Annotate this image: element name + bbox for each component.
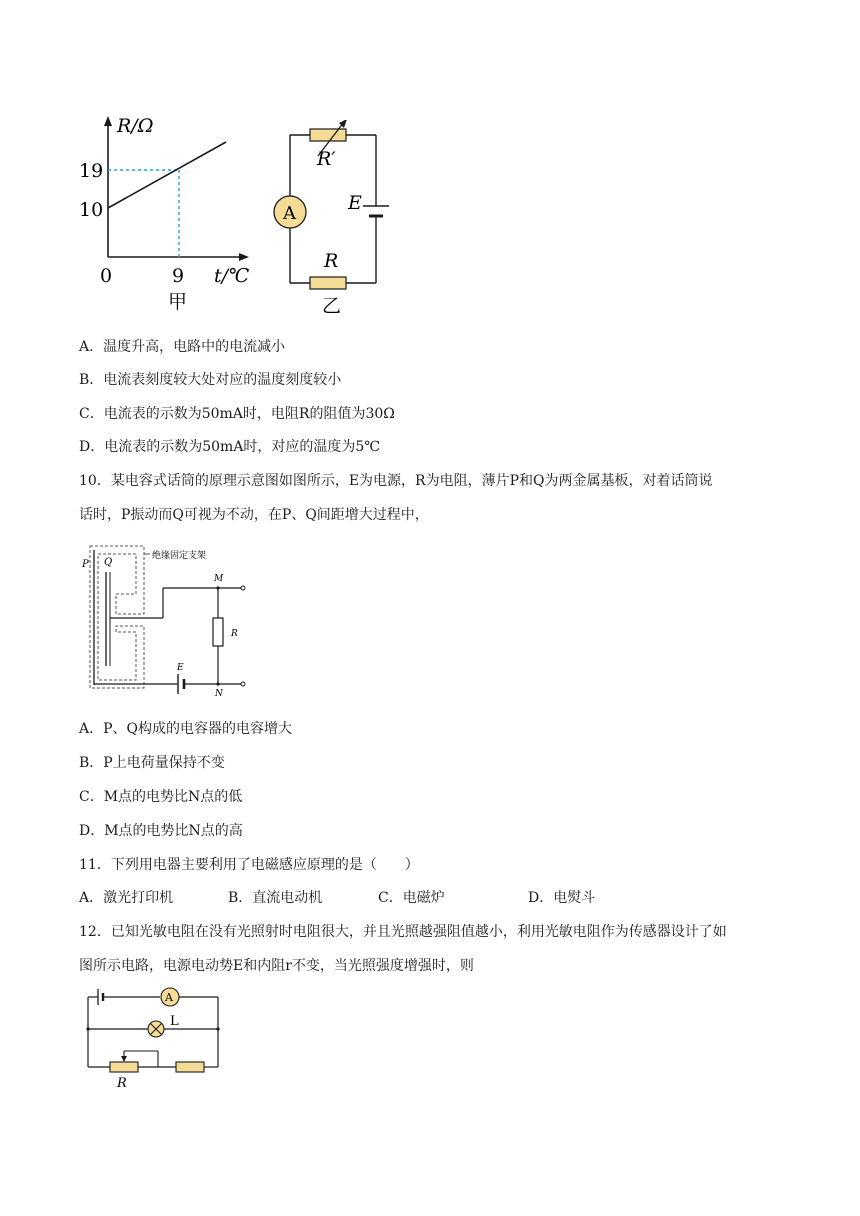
q12-resistor xyxy=(176,1062,204,1072)
x-tick-0: 0 xyxy=(100,265,113,287)
q12-stem-line1: 12．已知光敏电阻在没有光照射时电阻很大，并且光照越强阻值越小，利用光敏电阻作为传感器设计了如 xyxy=(79,924,727,940)
q12-stem-line2: 图所示电路，电源电动势E和内阻r不变，当光照强度增强时，则 xyxy=(79,958,474,974)
x-axis-arrow xyxy=(239,253,249,261)
q10-resistor xyxy=(213,618,223,646)
q10-option-b: B．P上电荷量保持不变 xyxy=(79,755,225,771)
q9-option-d: D．电流表的示数为50mA时，对应的温度为5℃ xyxy=(79,439,380,455)
q10-stem-line1: 10．某电容式话筒的原理示意图如图所示，E为电源，R为电阻，薄片P和Q为两金属基板，对着话筒说 xyxy=(79,473,713,489)
q11-stem: 11．下列用电器主要利用了电磁感应原理的是（ ） xyxy=(79,857,419,873)
figure-jia-graph xyxy=(75,110,265,320)
label-p: P xyxy=(82,559,89,570)
label-m: M xyxy=(214,574,224,584)
figure-yi-circuit xyxy=(270,120,400,320)
x-tick-9: 9 xyxy=(172,265,185,287)
label-e: E xyxy=(177,663,184,673)
y-axis-label: R/Ω xyxy=(117,115,154,137)
caption-jia: 甲 xyxy=(168,291,188,313)
label-r: R xyxy=(231,629,238,639)
label-n: N xyxy=(215,689,223,699)
r-t-line xyxy=(108,142,226,208)
rheostat-label: R′ xyxy=(317,148,336,170)
resistor xyxy=(310,277,346,289)
resistor-label: R xyxy=(324,250,339,272)
y-tick-19: 19 xyxy=(79,160,104,182)
x-axis-label: t/℃ xyxy=(214,265,250,287)
q10-option-d: D．M点的电势比N点的高 xyxy=(79,823,243,839)
q10-stem-line2: 话时，P振动而Q可视为不动，在P、Q间距增大过程中， xyxy=(79,507,429,523)
q12-rheostat xyxy=(110,1062,138,1072)
source-label: E xyxy=(348,192,362,214)
q12-rheostat-label: R xyxy=(117,1076,127,1090)
q10-microphone-figure xyxy=(80,540,250,700)
bracket-label: 绝缘固定支架 xyxy=(152,551,207,561)
y-axis-arrow xyxy=(104,116,112,126)
q10-option-a: A．P、Q构成的电容器的电容增大 xyxy=(79,721,293,737)
label-q: Q xyxy=(104,557,113,568)
q9-option-a: A．温度升高，电路中的电流减小 xyxy=(79,339,286,355)
ammeter-label: A xyxy=(283,203,296,224)
y-tick-10: 10 xyxy=(79,199,104,221)
q11-option-c: C．电磁炉 xyxy=(378,890,445,906)
lamp-label: L xyxy=(170,1014,179,1029)
q11-option-d: D．电熨斗 xyxy=(528,890,596,906)
q11-option-a: A．激光打印机 xyxy=(79,890,174,906)
q10-option-c: C．M点的电势比N点的低 xyxy=(79,789,243,805)
q12-circuit-figure xyxy=(80,985,230,1090)
q11-option-b: B．直流电动机 xyxy=(228,890,323,906)
q12-ammeter-label: A xyxy=(165,991,173,1004)
q9-option-c: C．电流表的示数为50mA时，电阻R的阻值为30Ω xyxy=(79,406,395,422)
rheostat xyxy=(310,129,346,141)
caption-yi: 乙 xyxy=(322,295,342,317)
q9-option-b: B．电流表刻度较大处对应的温度刻度较小 xyxy=(79,372,342,388)
